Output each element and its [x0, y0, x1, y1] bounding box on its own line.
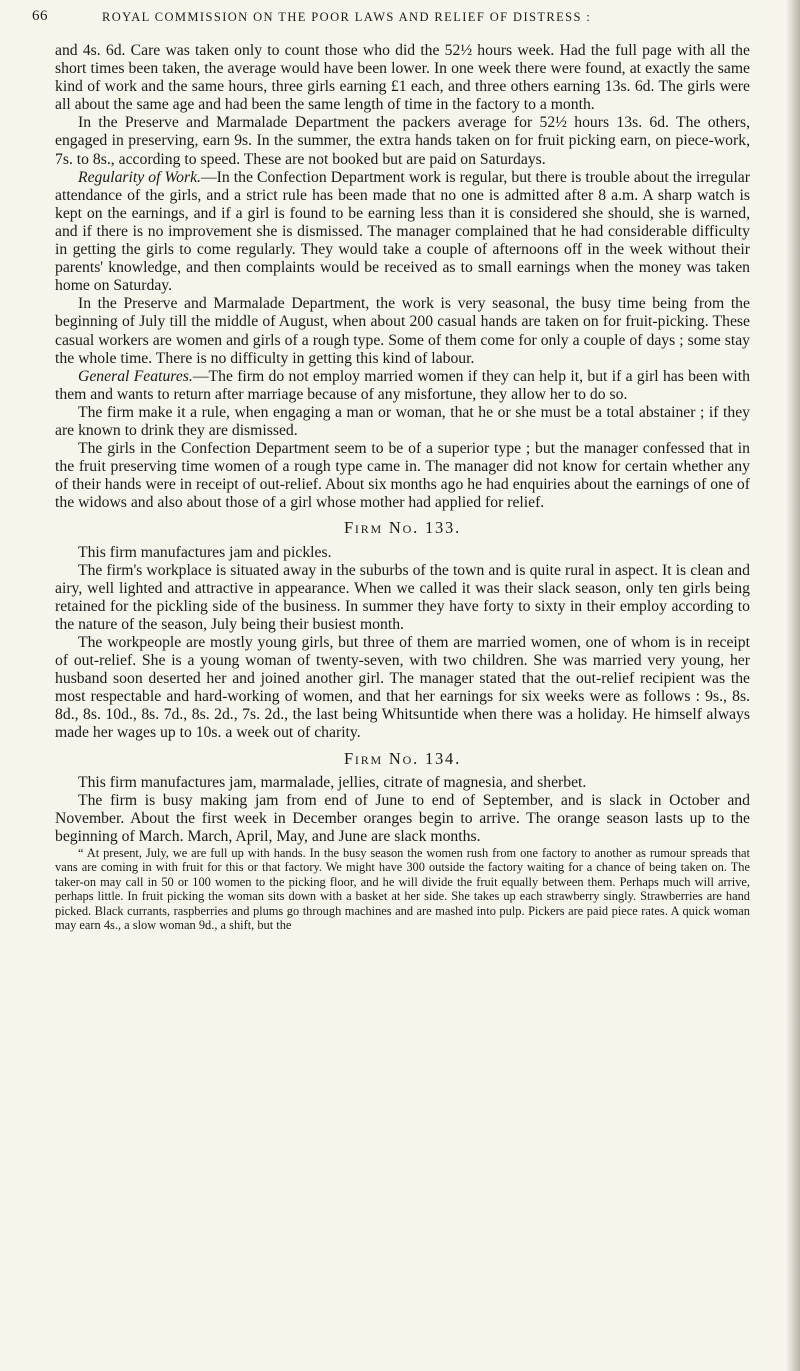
paragraph: The girls in the Confection Department seem to be of a superior type ; but the manager confessed that in the fruit preserving time women of a rough type came in. The manager did not know for certain whether any of their hands were in receipt of out-relief. About six months ago he had enquiries about the earnings of one of the widows and also about those of a girl whose mother had applied for relief.	[55, 440, 750, 512]
firm-133-heading: Firm No. 133.	[343, 518, 462, 538]
paragraph: The workpeople are mostly young girls, but three of them are married women, one of whom is in receipt of out-relief. She is a young woman of twenty-seven, with two children. She was married very young, her husband soon deserted her and joined another girl. The manager stated that the out-relief recipient was the most respectable and hard-working of women, and that her earnings for six weeks were as follows : 9s., 8s. 8d., 8s. 10d., 8s. 7d., 8s. 2d., 7s. 2d., the last being Whitsuntide when there was a holiday. He himself always made her wages up to 10s. a week out of charity.	[55, 634, 750, 742]
paragraph: This firm manufactures jam, marmalade, jellies, citrate of magnesia, and sherbet.	[78, 773, 587, 791]
paragraph-text: —The firm do not employ married women if they can help it, but if a girl has been with them and wants to return after marriage because of any misfortune, they allow her to do so.	[55, 367, 750, 403]
body-text	[55, 42, 750, 932]
paragraph: In the Preserve and Marmalade Department, the work is very seasonal, the busy time being from the beginning of July till the middle of August, when about 200 casual hands are taken on for fruit-picking. These casual workers are women and girls of a rough type. Some of them come for only a couple of days ; some stay the whole time. There is no difficulty in getting this kind of labour.	[55, 295, 750, 367]
paragraph: The firm is busy making jam from end of June to end of September, and is slack in October and November. About the first week in December oranges begin to arrive. The orange season lasts up to the beginning of March. March, April, May, and June are slack months.	[55, 791, 750, 845]
paragraph: The firm's workplace is situated away in the suburbs of the town and is quite rural in aspect. It is clean and airy, well lighted and attractive in appearance. When we called it was their slack season, only ten girls being retained for the pickling side of the business. In summer they have forty to sixty in their employ according to the nature of the season, July being their busiest month.	[55, 561, 750, 633]
page-number: 66	[32, 8, 48, 24]
quoted-evidence: “ At present, July, we are full up with hands. In the busy season the women rush from one factory to another as rumour spreads that vans are coming in with fruit for this or that factory. We might have 300 outside the factory waiting for a chance of being taken on. The taker-on may call in 50 or 100 women to the picking floor, and he will divide the fruit equally between them. Perhaps much will arrive, perhaps little. In fruit picking the woman sits down with a basket at her side. She takes up each strawberry singly. Strawberries are hand picked. Black currants, raspberries and plums go through machines and are mashed into pulp. Pickers are paid piece rates. A quick woman may earn 4s., a slow woman 9d., a shift, but the	[55, 846, 750, 933]
page-header	[32, 8, 752, 30]
paragraph-text: —In the Confection Department work is regular, but there is trouble about the irregular attendance of the girls, and a strict rule has been made that no one is admitted after 8 a.m. A sharp watch is kept on the earnings, and if a girl is found to be earning less than it is considered she should, she is warned, and if there is no improvement she is dismissed. The manager complained that he had considerable difficulty in getting the girls to come regularly. They would take a couple of afternoons off in the week without their parents' knowledge, and then complaints would be received as to small earnings when the money was taken home on Saturday.	[55, 168, 750, 295]
page-edge-shadow	[786, 0, 800, 1371]
paragraph: The firm make it a rule, when engaging a man or woman, that he or she must be a total abstainer ; if they are known to drink they are dismissed.	[55, 403, 750, 439]
paragraph-regularity	[55, 169, 750, 296]
paragraph: and 4s. 6d. Care was taken only to count those who did the 52½ hours week. Had the full page with all the short times been taken, the average would have been lower. In one week there were found, at exactly the same kind of work and the same hours, three girls earning £1 each, and three others earning 13s. 6d. The girls were all about the same age and had been the same length of time in the factory to a month.	[55, 42, 750, 114]
paragraph: This firm manufactures jam and pickles.	[78, 543, 332, 561]
section-heading-regularity: Regularity of Work.	[78, 168, 201, 186]
section-heading-general-features: General Features.	[78, 367, 193, 385]
firm-134-heading: Firm No. 134.	[343, 748, 462, 768]
paragraph: In the Preserve and Marmalade Department the packers average for 52½ hours 13s. 6d. The others, engaged in preserving, earn 9s. In the summer, the extra hands taken on for fruit picking earn, on piece-work, 7s. to 8s., according to speed. These are not booked but are paid on Saturdays.	[55, 114, 750, 168]
paragraph-general-features	[55, 368, 750, 404]
running-head: ROYAL COMMISSION ON THE POOR LAWS AND RELIEF OF DISTRESS :	[102, 10, 592, 24]
